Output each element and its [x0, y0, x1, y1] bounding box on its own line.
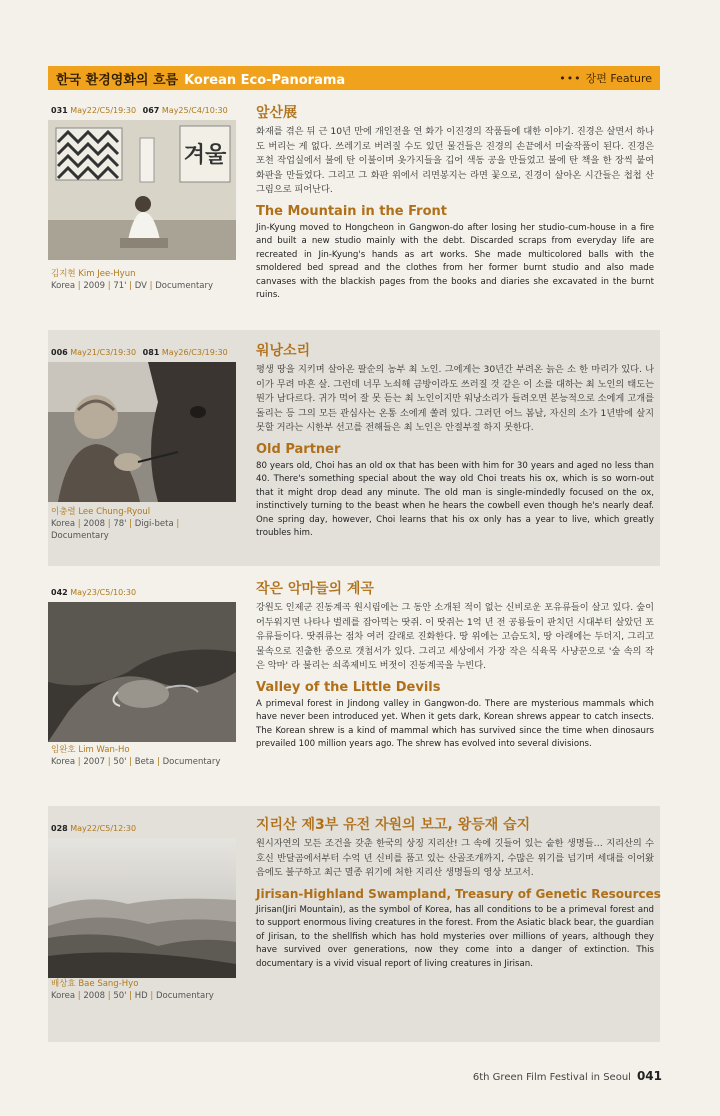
film-still — [48, 362, 236, 502]
director-name-en: Lee Chung-Ryoul — [78, 507, 151, 517]
screening-code: 006 — [51, 348, 68, 357]
film-entry-little-devils — [48, 572, 660, 794]
screening-info — [51, 824, 140, 833]
screening-code: 067 — [142, 106, 160, 115]
section-title-ko: 한국 환경영화의 흐름 — [56, 72, 179, 88]
film-credit: 임완호 Lim Wan-Ho Korea | 2007 | 50' | Beta | Documentary — [51, 745, 221, 767]
film-title-en: Jirisan-Highland Swampland, Treasury of Genetic Resources — [256, 886, 661, 901]
screening-date: May22/C5/19:30 — [70, 106, 137, 115]
section-category — [559, 70, 652, 86]
country: Korea — [51, 757, 76, 767]
screening-date: May23/C5/10:30 — [70, 588, 137, 597]
page-footer — [473, 1069, 662, 1083]
festival-name: 6th Green Film Festival in Seoul — [472, 1072, 631, 1083]
film-title-ko: 작은 악마들의 계곡 — [256, 581, 374, 597]
director-name-ko: 배상효 — [51, 979, 76, 989]
film-still — [48, 120, 236, 260]
film-description — [256, 578, 654, 752]
synopsis-en: 80 years old, Choi has an old ox that has been with him for 30 years and aged no less than 40. There's something special about the way old Choi treats his ox, which is so worn-out that it might drop dead any minute. The old man is single-mindedly focused on the ox, instinctively turning to the beast when he hears the cowbell even though he's nearly deaf. One spring day, however, Choi learns that his ox only has a year to live, which greatly troubles him. — [256, 460, 654, 538]
year: 2009 — [83, 281, 106, 291]
bullet-dots: ••• — [559, 72, 582, 85]
screening-code: 081 — [142, 348, 160, 357]
film-entry-jirisan — [48, 806, 660, 1042]
film-title-ko: 워낭소리 — [256, 343, 311, 359]
film-credit: 이충렬 Lee Chung-Ryoul Korea | 2008 | 78' | Digi-beta | Documentary — [51, 507, 180, 541]
screening-code: 042 — [51, 588, 68, 597]
director-name-en: Lim Wan-Ho — [78, 745, 130, 755]
section-header — [48, 66, 660, 90]
genre: Documentary — [155, 991, 214, 1001]
section-title-en: Korean Eco-Panorama — [184, 72, 346, 88]
mountain-landscape-image — [48, 838, 236, 978]
screening-date: May26/C3/19:30 — [161, 348, 228, 357]
country: Korea — [51, 519, 76, 529]
screening-date: May22/C5/12:30 — [70, 824, 137, 833]
film-title-en: The Mountain in the Front — [256, 203, 447, 219]
artist-in-studio-image — [48, 120, 236, 260]
film-title-ko: 앞산展 — [256, 105, 298, 121]
format: DV — [134, 281, 147, 291]
director-name-ko: 김지현 — [51, 269, 76, 279]
genre: Documentary — [162, 757, 221, 767]
film-credit: 김지현 Kim Jee-Hyun Korea | 2009 | 71' | DV | Documentary — [51, 269, 214, 291]
synopsis-ko: 강원도 인제군 진동계곡 원시림에는 그 동안 소개된 적이 없는 신비로운 포유류들이 살고 있다. 숲이 어두워지면 나타나 벌레를 잡아먹는 땃쥐. 이 땃쥐는 1억 년 전 공룡들이 판치던 시대부터 살았던 포유류들이다. 땃쥐류는 점차 여러 갈래로 진화한다. 땅 위에는 고슴도치, 땅 아래에는 두더지, 그리고 물속으로 진출한 종으로 갯첨서가 있다. 그리고 세상에서 가장 작은 식육목 사냥꾼으로 '숲 속의 작은 악마' 라 불리는 쇠족제비도 버젓이 진동계곡을 누빈다. — [256, 602, 654, 671]
film-title-en: Old Partner — [256, 441, 341, 457]
runtime: 50' — [113, 757, 127, 767]
synopsis-ko: 원시자연의 모든 조건을 갖춘 한국의 상징 지리산! 그 속에 깃들어 있는 숱한 생명들… 지리산의 수호신 반달곰에서부터 수억 년 신비를 품고 있는 산골조개까지, 수많은 위기를 넘기며 세대를 이어왔음에도 불구하고 최근 멸종 위기에 처한 지리산 생명들의 영상 보고서. — [256, 838, 654, 878]
synopsis-en: Jirisan(Jiri Mountain), as the symbol of Korea, has all conditions to be a primeval forest and to support enormous living creatures in the forest. From the Asiatic black bear, the guardian of Jirisan, to the shellfish which has hold mysteries over millions of years, although they have survived over generations, now they come into a danger of extinction. This documentary is a vivid visual report of living creatures in Jirisan. — [256, 904, 654, 969]
screening-info — [51, 588, 140, 597]
director-name-ko: 이충렬 — [51, 507, 76, 517]
screening-date: May21/C3/19:30 — [70, 348, 137, 357]
genre: Documentary — [51, 531, 109, 541]
director-name-en: Kim Jee-Hyun — [78, 269, 136, 279]
director-name-en: Bae Sang-Hyo — [78, 979, 139, 989]
film-entry-mountain — [48, 98, 660, 316]
film-still — [48, 838, 236, 978]
film-entry-old-partner — [48, 330, 660, 566]
year: 2008 — [83, 519, 106, 529]
shrew-closeup-image — [48, 602, 236, 742]
category-label: 장편 Feature — [585, 72, 652, 85]
painting-text: 겨울 — [183, 143, 227, 168]
country: Korea — [51, 991, 76, 1001]
screening-code: 028 — [51, 824, 68, 833]
film-title-en: Valley of the Little Devils — [256, 679, 441, 695]
film-still — [48, 602, 236, 742]
film-description — [256, 814, 661, 971]
runtime: 71' — [113, 281, 127, 291]
year: 2007 — [83, 757, 106, 767]
synopsis-en: A primeval forest in Jindong valley in Gangwon-do. There are mysterious mammals which have never been introduced yet. When it gets dark, Korean shrews appear to catch insects. The Korean shrew is a kind of mammal which has survived since the time when dinosaurs prevailed 100 million years ago. The shrew has evolved into several divisions. — [256, 698, 654, 749]
runtime: 78' — [113, 519, 127, 529]
screening-date: May25/C4/10:30 — [161, 106, 228, 115]
format: Digi-beta — [134, 519, 174, 529]
film-title-ko: 지리산 제3부 유전 자원의 보고, 왕등재 습지 — [256, 817, 531, 833]
format: HD — [134, 991, 148, 1001]
format: Beta — [134, 757, 155, 767]
year: 2008 — [83, 991, 106, 1001]
screening-info — [51, 106, 232, 115]
screening-code: 031 — [51, 106, 68, 115]
director-name-ko: 임완호 — [51, 745, 76, 755]
section-title — [56, 69, 345, 88]
synopsis-ko: 평생 땅을 지키며 살아온 팔순의 농부 최 노인. 그에게는 30년간 부려온 늙은 소 한 마리가 있다. 나이가 무려 마흔 살. 그런데 너무 노쇠해 금방이라도 쓰러질 것 같은 이 소를 대하는 최 노인의 태도는 뭔가 남다르다. 귀가 먹어 잘 못 듣는 최 노인이지만 워낭소리가 들려오면 본능적으로 소에게 고개를 돌리는 등 그의 모든 관심사는 온통 소에게 쏠려 있다. 그러던 어느 봄날, 자신의 소가 1년밖에 살지 못할 거라는 시한부 선고를 전해들은 최 노인은 안절부절 하지 못한다. — [256, 364, 654, 433]
synopsis-en: Jin-Kyung moved to Hongcheon in Gangwon-do after losing her studio-cum-house in a fire and built a new studio mainly with the debt. Discarded scraps from everyday life are recreated in Jin-Kyung's hands as art works. She made multicolored balls with the smoldered bed spread and the clothes from her former burnt studio and also made canvases with the blackish pages from the books and diaries she excavated in the burnt ruins. — [256, 222, 654, 300]
film-description — [256, 340, 654, 541]
synopsis-ko: 화재를 겪은 뒤 근 10년 만에 개인전을 연 화가 이진경의 작품들에 대한 이야기. 진경은 살면서 하나도 버리는 게 없다. 쓰레기로 버려질 수도 있던 물건들은 진경의 손끝에서 미술작품이 된다. 진경은 포천 작업실에서 불에 탄 이불이며 옷가지들을 깁어 색동 공을 만들었고 불에 탄 책을 한 장씩 붙여 화판을 만들었다. 그리고 그 화판 위에서 리면봉지는 라면 꽃으로, 진경이 살아온 시간들은 첩첩 산 그림으로 피어난다. — [256, 126, 654, 195]
film-credit: 배상효 Bae Sang-Hyo Korea | 2008 | 50' | HD | Documentary — [51, 979, 214, 1001]
country: Korea — [51, 281, 76, 291]
farmer-and-ox-image — [48, 362, 236, 502]
genre: Documentary — [155, 281, 214, 291]
page-number: 041 — [636, 1069, 662, 1083]
film-description — [256, 102, 654, 303]
runtime: 50' — [113, 991, 127, 1001]
screening-info — [51, 348, 232, 357]
